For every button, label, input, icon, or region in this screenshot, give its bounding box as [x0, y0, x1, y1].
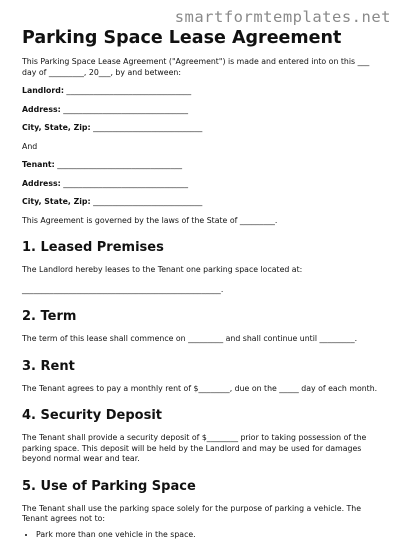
section-text-use-of-parking-space: The Tenant shall use the parking space solely for the purpose of parking a vehicle. The Tenant agrees not to: — [22, 504, 384, 525]
landlord-name-blank[interactable]: ________________________________ — [64, 86, 191, 95]
tenant-label: Tenant: — [22, 160, 55, 169]
tenant-name-blank[interactable]: ________________________________ — [55, 160, 182, 169]
restrictions-list — [22, 530, 384, 540]
tenant-name-field — [22, 160, 384, 171]
tenant-csz-label: City, State, Zip: — [22, 197, 91, 206]
document-title: Parking Space Lease Agreement — [22, 27, 384, 49]
tenant-csz-field — [22, 197, 384, 208]
landlord-label: Landlord: — [22, 86, 64, 95]
tenant-address-field — [22, 179, 384, 190]
section-heading-use-of-parking-space: 5. Use of Parking Space — [22, 478, 384, 495]
intro-paragraph: This Parking Space Lease Agreement ("Agreement") is made and entered into on this ___ day of _________, 20___, by and between: — [22, 57, 384, 78]
landlord-csz-blank[interactable]: ____________________________ — [91, 123, 203, 132]
landlord-csz-field — [22, 123, 384, 134]
list-item: • Park more than one vehicle in the space. — [36, 530, 384, 540]
section-heading-term: 2. Term — [22, 308, 384, 325]
governing-law-paragraph: This Agreement is governed by the laws of the State of _________. — [22, 216, 384, 227]
tenant-address-blank[interactable]: ________________________________ — [61, 179, 188, 188]
landlord-address-label: Address: — [22, 105, 61, 114]
document-page — [22, 27, 384, 540]
premises-location-blank[interactable]: ___________________________________________________. — [22, 285, 384, 296]
landlord-csz-label: City, State, Zip: — [22, 123, 91, 132]
landlord-address-blank[interactable]: ________________________________ — [61, 105, 188, 114]
and-text: And — [22, 142, 384, 153]
section-text-security-deposit: The Tenant shall provide a security deposit of $________ prior to taking possession of the parking space. This deposit will be held by the Landlord and may be used for damages beyond normal wear and tear. — [22, 433, 384, 465]
tenant-address-label: Address: — [22, 179, 61, 188]
landlord-address-field — [22, 105, 384, 116]
section-heading-rent: 3. Rent — [22, 358, 384, 375]
landlord-name-field — [22, 86, 384, 97]
site-watermark: smartformtemplates.net — [175, 8, 391, 26]
tenant-csz-blank[interactable]: ____________________________ — [91, 197, 203, 206]
section-text-leased-premises: The Landlord hereby leases to the Tenant one parking space located at: — [22, 265, 384, 276]
section-heading-security-deposit: 4. Security Deposit — [22, 407, 384, 424]
section-heading-leased-premises: 1. Leased Premises — [22, 239, 384, 256]
section-text-rent: The Tenant agrees to pay a monthly rent of $________, due on the _____ day of each month. — [22, 384, 384, 395]
section-text-term: The term of this lease shall commence on _________ and shall continue until _________. — [22, 334, 384, 345]
